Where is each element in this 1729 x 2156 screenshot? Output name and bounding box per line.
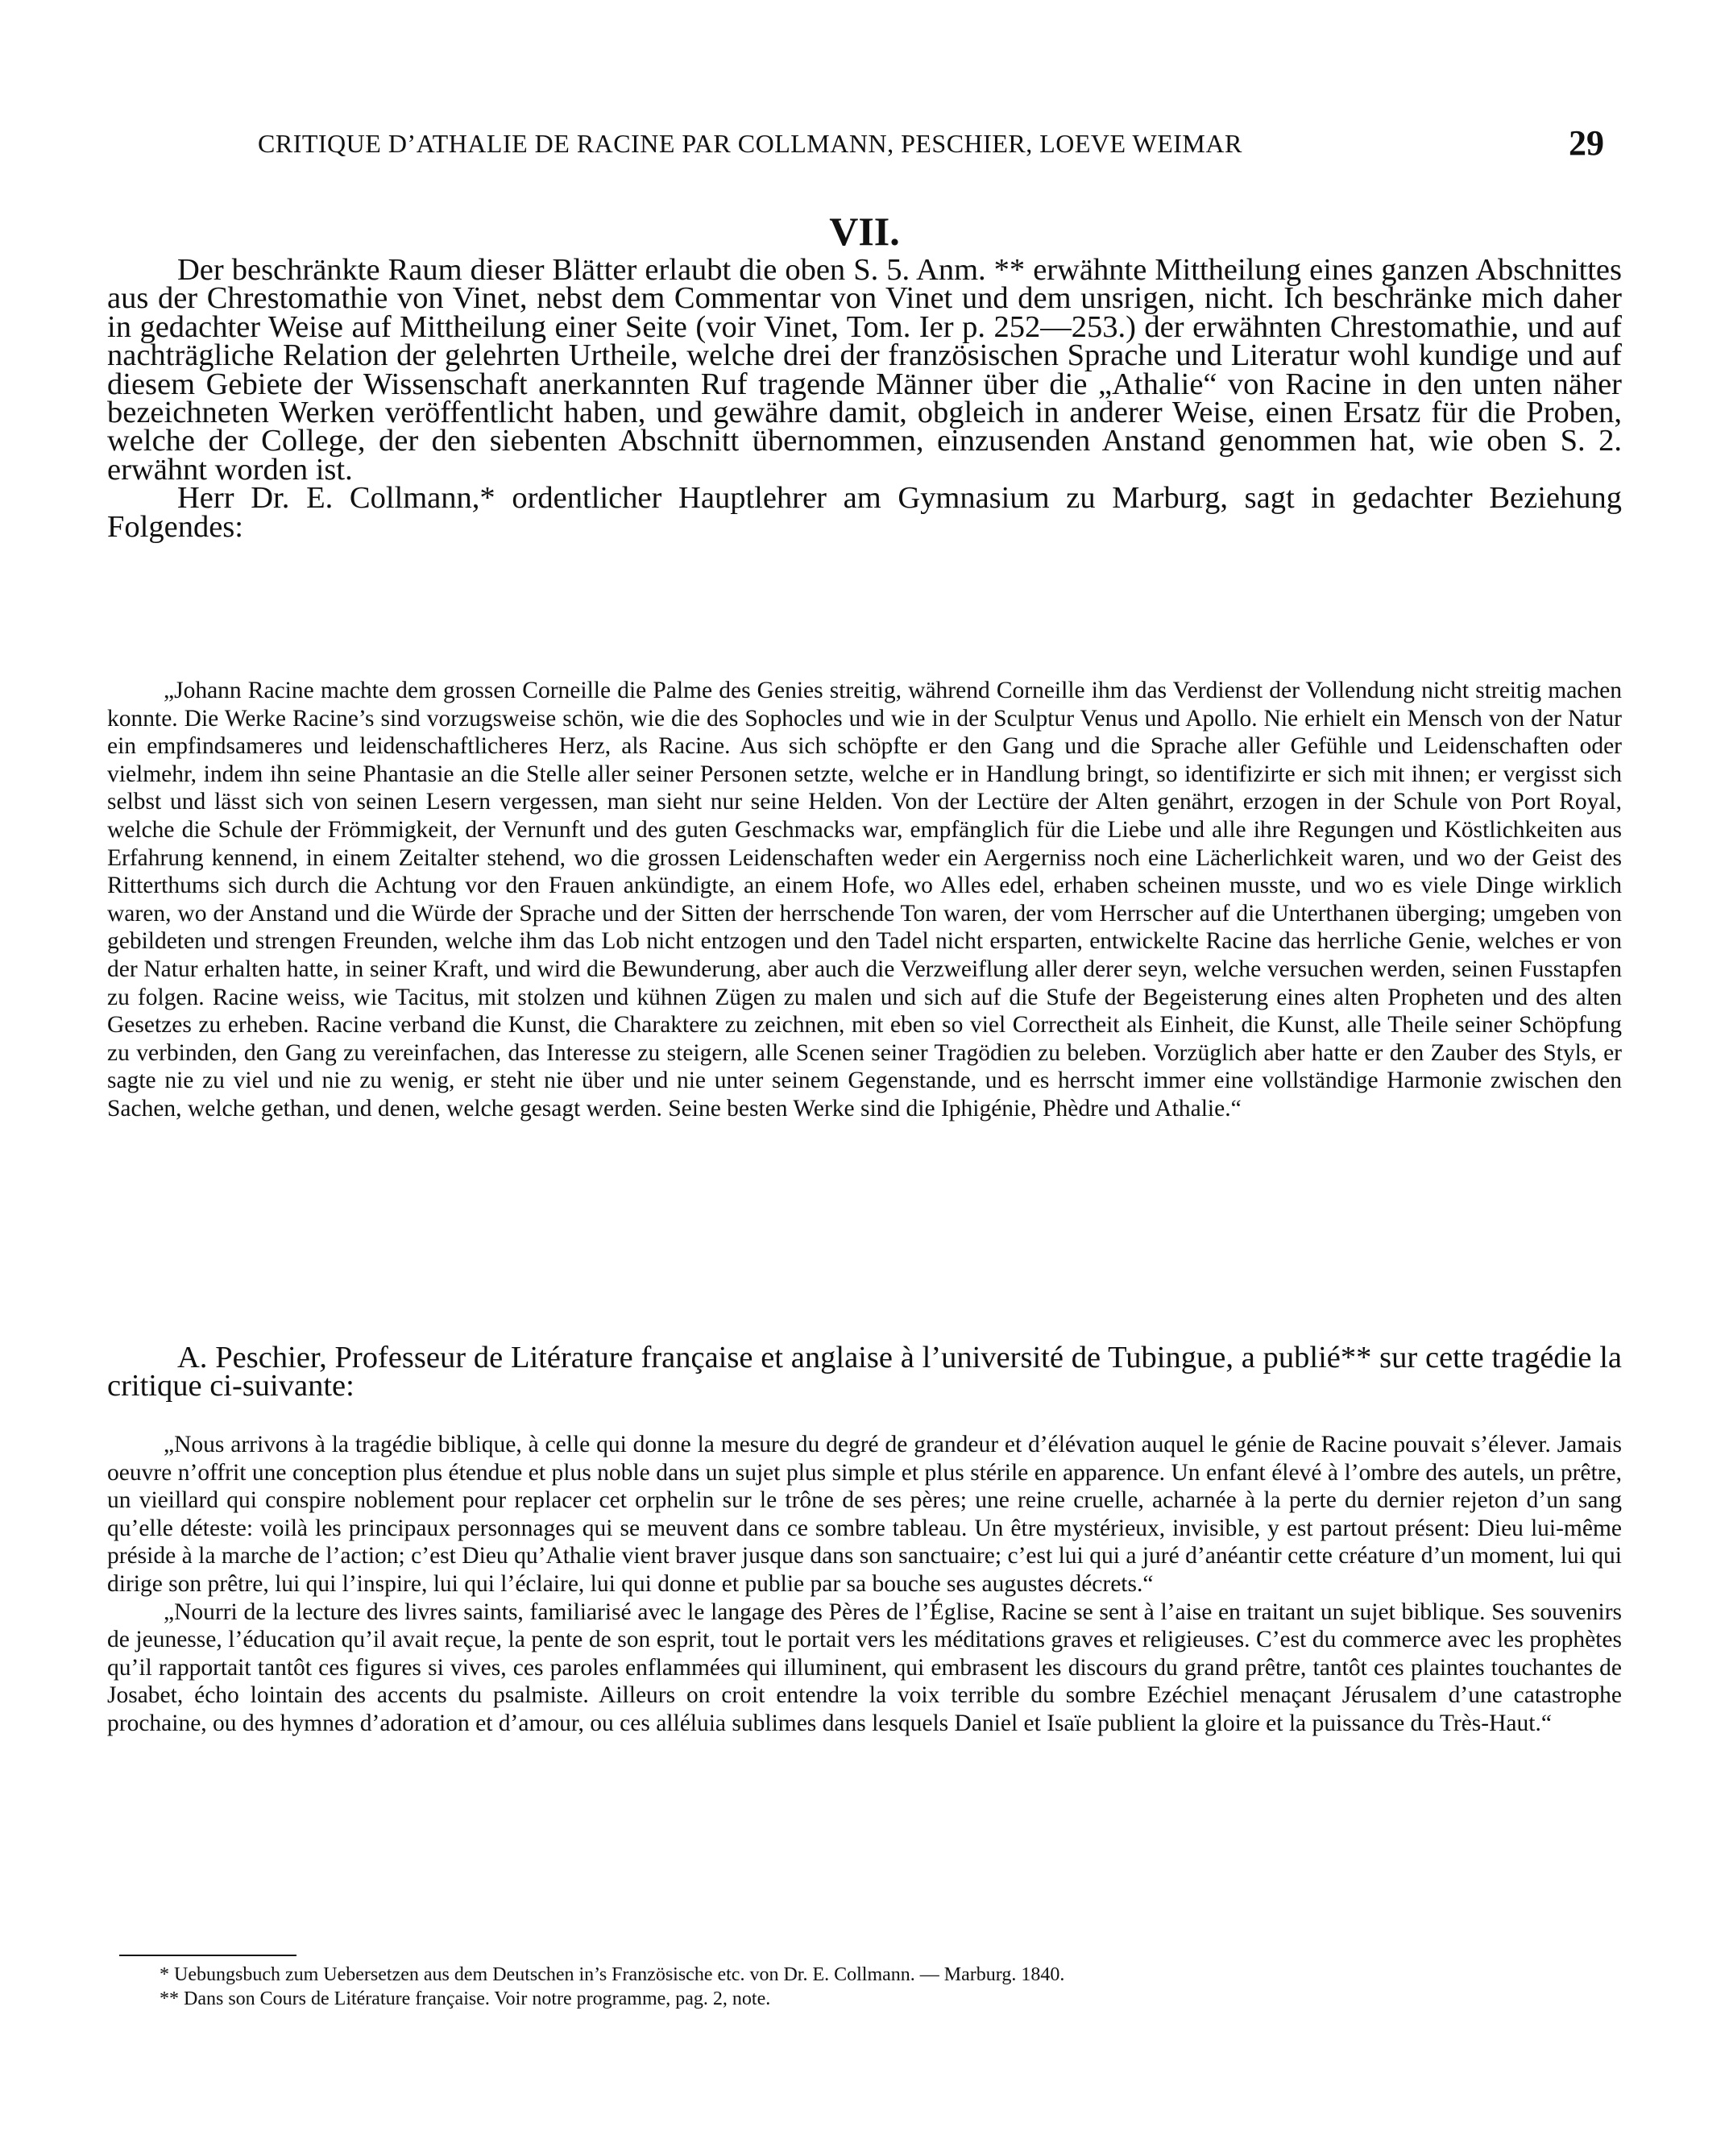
- section-number: VII.: [829, 209, 900, 254]
- peschier-quote-section: [107, 1431, 1622, 1738]
- quote-peschier-2: „Nourri de la lecture des livres saints, familiarisé avec le langage des Pères de l’Église, Racine se sent à l’aise en traitant un sujet biblique. Ses souvenirs de jeunesse, l’éducation qu’il avait reçue, la pente de son esprit, tout le portait vers les méditations graves et religieuses. C’est du commerce avec les prophètes qu’il rapportait tantôt ces figures si vives, ces paroles enflammées qui illuminent, qui embrasent les discours du grand prêtre, tantôt ces plaintes touchantes de Josabet, écho lointain des accents du psalmiste. Ailleurs on croit entendre la voix terrible du sombre Ezéchiel menaçant Jérusalem d’une catastrophe prochaine, ou des hymnes d’adoration et d’amour, ou ces alléluia sublimes dans lesquels Daniel et Isaïe publient la gloire et la puissance du Très-Haut.“: [107, 1598, 1622, 1736]
- paragraph-collmann-intro: Herr Dr. E. Collmann,* ordentlicher Hauptlehrer am Gymnasium zu Marburg, sagt in gedachter Beziehung Folgendes:: [107, 481, 1622, 544]
- collmann-quote-section: [107, 677, 1622, 1123]
- quote-peschier-1: „Nous arrivons à la tragédie biblique, à celle qui donne la mesure du degré de grandeur et d’élévation auquel le génie de Racine pouvait s’élever. Jamais oeuvre n’offrit une conception plus étendue et plus noble dans un sujet plus simple et plus stérile en apparence. Un enfant élevé à l’ombre des autels, un prêtre, un vieillard qui conspire noblement pour replacer cet orphelin sur le trône de ses pères; une reine cruelle, acharnée à la perte du dernier rejeton d’un sang qu’elle déteste: voilà les principaux personnages qui se meuvent dans ce sombre tableau. Un être mystérieux, invisible, y est partout présent: Dieu lui-même préside à la marche de l’action; c’est Dieu qu’Athalie vient braver jusque dans son sanctuaire; c’est lui qui a juré d’anéantir cette créature d’un moment, lui qui dirige son prêtre, lui qui l’inspire, lui qui l’éclaire, lui qui donne et publie par sa bouche ses augustes décrets.“: [107, 1432, 1622, 1597]
- running-title: CRITIQUE D’ATHALIE DE RACINE PAR COLLMANN, PESCHIER, LOEVE WEIMAR: [258, 129, 1242, 158]
- footnote-peschier: ** Dans son Cours de Litérature française. Voir notre programme, pag. 2, note.: [160, 1988, 771, 2009]
- footnotes: [160, 1963, 1529, 2011]
- page-number: 29: [1569, 123, 1604, 163]
- paragraph-intro: Der beschränkte Raum dieser Blätter erlaubt die oben S. 5. Anm. ** erwähnte Mittheilung eines ganzen Abschnittes aus der Chrestomathie von Vinet, nebst dem Commentar von Vinet und dem unsrigen, nicht. Ich beschränke mich daher in gedachter Weise auf Mittheilung einer Seite (voir Vinet, Tom. Ier p. 252—253.) der erwähnten Chrestomathie, und auf nachträgliche Relation der gelehrten Urtheile, welche drei der französischen Sprache und Literatur wohl kundige und auf diesem Gebiete der Wissenschaft anerkannten Ruf tragende Männer über die „Athalie“ von Racine in den unten näher bezeichneten Werken veröffentlicht haben, und gewähre damit, obgleich in anderer Weise, einen Ersatz für die Proben, welche der College, der den siebenten Abschnitt übernommen, einzusenden Anstand genommen hat, wie oben S. 2. erwähnt worden ist.: [107, 253, 1622, 487]
- intro-section: [107, 253, 1622, 544]
- paragraph-peschier-intro: A. Peschier, Professeur de Litérature française et anglaise à l’université de Tubingue, a publié** sur cette tragédie la critique ci-suivante:: [107, 1341, 1622, 1403]
- peschier-intro-section: [107, 1341, 1622, 1403]
- footnote-collmann: * Uebungsbuch zum Uebersetzen aus dem Deutschen in’s Französische etc. von Dr. E. Collmann. — Marburg. 1840.: [160, 1964, 1065, 1985]
- footnote-rule: [119, 1955, 296, 1956]
- quote-collmann: „Johann Racine machte dem grossen Corneille die Palme des Genies streitig, während Corneille ihm das Verdienst der Vollendung nicht streitig machen konnte. Die Werke Racine’s sind vorzugsweise schön, wie die des Sophocles und wie in der Sculptur Venus und Apollo. Nie erhielt ein Mensch von der Natur ein empfindsameres und leidenschaftlicheres Herz, als Racine. Aus sich schöpfte er den Gang und die Sprache aller Gefühle und Leidenschaften oder vielmehr, indem ihn seine Phantasie an die Stelle aller seiner Personen setzte, welche er in Handlung bringt, so identifizirte er sich mit ihnen; er vergisst sich selbst und lässt sich von seinen Lesern vergessen, man sieht nur seine Helden. Von der Lectüre der Alten genährt, erzogen in der Schule von Port Royal, welche die Schule der Frömmigkeit, der Vernunft und des guten Geschmacks war, empfänglich für die Liebe und alle ihre Regungen und Köstlichkeiten aus Erfahrung kennend, in einem Zeitalter stehend, wo die grossen Leidenschaften weder ein Aergerniss noch eine Lächerlichkeit waren, und wo der Geist des Ritterthums sich durch die Achtung vor den Frauen ankündigte, an einem Hofe, wo Alles edel, erhaben scheinen musste, und wo es viele Dinge wirklich waren, wo der Anstand und die Würde der Sprache und der Sitten der herrschende Ton waren, der vom Herrscher auf die Unterthanen überging; umgeben von gebildeten und strengen Freunden, welche ihm das Lob nicht entzogen und den Tadel nicht ersparten, entwickelte Racine das herrliche Genie, welches er von der Natur erhalten hatte, in seiner Kraft, und wird die Bewunderung, aber auch die Verzweiflung aller derer seyn, welche versuchen werden, seinen Fusstapfen zu folgen. Racine weiss, wie Tacitus, mit stolzen und kühnen Zügen zu malen und sich auf die Stufe der Begeisterung eines alten Propheten und des alten Gesetzes zu erheben. Racine verband die Kunst, die Charaktere zu zeichnen, mit eben so viel Correctheit als Einheit, die Kunst, alle Theile seiner Schöpfung zu verbinden, den Gang zu vereinfachen, das Interesse zu steigern, alle Scenen seiner Tragödien zu beleben. Vorzüglich aber hatte er den Zauber des Styls, er sagte nie zu viel und nie zu wenig, er steht nie über und nie unter seinem Gegenstande, und es herrscht immer eine vollständige Harmonie zwischen den Sachen, welche gethan, und denen, welche gesagt werden. Seine besten Werke sind die Iphigénie, Phèdre und Athalie.“: [107, 678, 1622, 1122]
